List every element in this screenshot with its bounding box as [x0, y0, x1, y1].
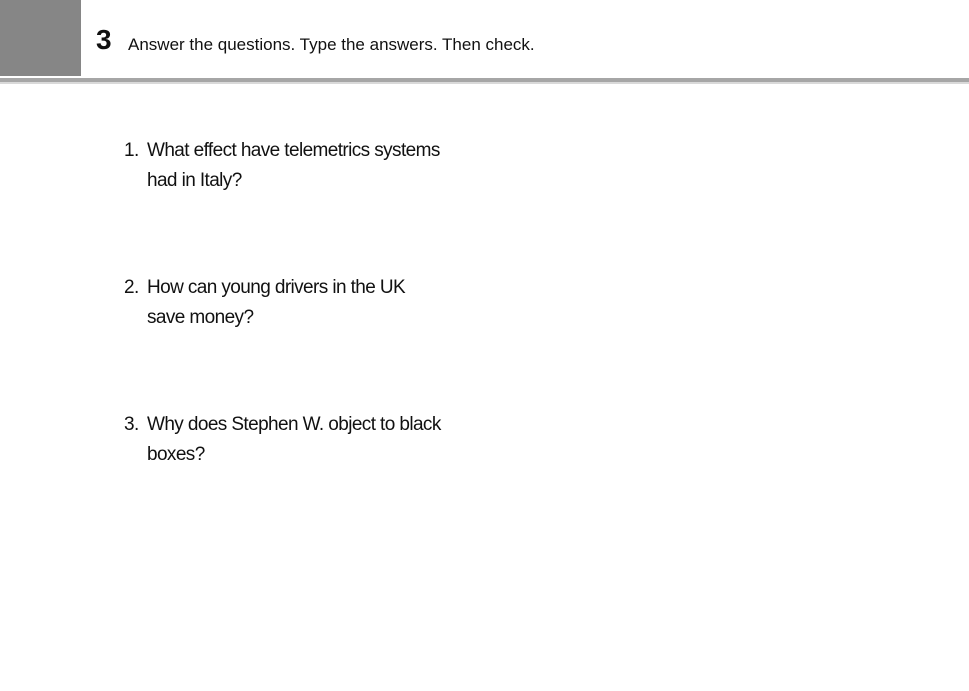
question-number: 1.	[124, 140, 139, 161]
question-text: Why does Stephen W. object to black boxes?	[147, 414, 441, 465]
question-text: What effect have telemetrics systems had in Italy?	[147, 140, 440, 191]
exercise-number: 3	[96, 24, 112, 55]
exercise-header	[0, 0, 969, 80]
question-list	[124, 136, 454, 547]
question-number: 3.	[124, 414, 139, 435]
exercise-instruction: Answer the questions. Type the answers. Then check.	[128, 35, 535, 54]
question-number: 2.	[124, 277, 139, 298]
question-item	[124, 273, 454, 333]
question-item	[124, 410, 454, 470]
header-divider-shadow	[0, 82, 969, 84]
question-text: How can young drivers in the UK save money?	[147, 277, 406, 328]
header-color-block	[0, 0, 81, 76]
question-item	[124, 136, 454, 196]
